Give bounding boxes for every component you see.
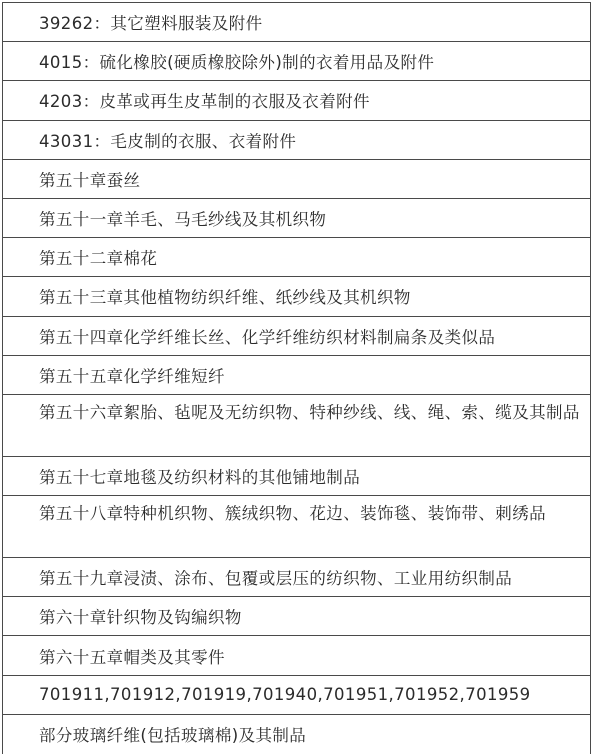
row-text: 43031：毛皮制的衣服、衣着附件 bbox=[39, 131, 297, 151]
row-text: 第六十章针织物及钩编织物 bbox=[39, 608, 242, 628]
table-row bbox=[3, 636, 590, 675]
table-row bbox=[3, 317, 590, 356]
table-row bbox=[3, 199, 590, 238]
row-text: 第五十五章化学纤维短纤 bbox=[39, 366, 225, 386]
row-text: 第五十章蚕丝 bbox=[39, 170, 141, 190]
table-row bbox=[3, 715, 590, 754]
table-row bbox=[3, 676, 590, 715]
row-text: 第五十八章特种机织物、簇绒织物、花边、装饰毯、装饰带、刺绣品 bbox=[39, 504, 546, 524]
table-row bbox=[3, 42, 590, 81]
table-row bbox=[3, 558, 590, 597]
row-text: 第五十一章羊毛、马毛纱线及其机织物 bbox=[39, 210, 327, 230]
row-text: 4203：皮革或再生皮革制的衣服及衣着附件 bbox=[39, 92, 370, 112]
row-text: 第五十四章化学纤维长丝、化学纤维纺织材料制扁条及类似品 bbox=[39, 327, 496, 347]
table-row bbox=[3, 457, 590, 496]
row-text: 第五十九章浸渍、涂布、包覆或层压的纺织物、工业用纺织制品 bbox=[39, 569, 513, 589]
row-text: 第六十五章帽类及其零件 bbox=[39, 647, 225, 667]
tariff-list-table bbox=[2, 2, 591, 754]
table-row bbox=[3, 81, 590, 120]
row-text: 第五十六章絮胎、毡呢及无纺织物、特种纱线、线、绳、索、缆及其制品 bbox=[39, 402, 580, 422]
table-row bbox=[3, 496, 590, 558]
table-row bbox=[3, 277, 590, 316]
row-text: 第五十三章其他植物纺织纤维、纸纱线及其机织物 bbox=[39, 288, 411, 308]
table-row bbox=[3, 121, 590, 160]
table-row bbox=[3, 597, 590, 636]
table-row bbox=[3, 160, 590, 199]
table-row bbox=[3, 356, 590, 395]
table-row bbox=[3, 238, 590, 277]
row-text: 4015：硫化橡胶(硬质橡胶除外)制的衣着用品及附件 bbox=[39, 53, 435, 73]
row-text: 部分玻璃纤维(包括玻璃棉)及其制品 bbox=[39, 726, 307, 746]
row-text: 39262：其它塑料服装及附件 bbox=[39, 14, 263, 34]
row-text: 701911,701912,701919,701940,701951,701952,701959 bbox=[39, 685, 531, 705]
table-row bbox=[3, 395, 590, 457]
row-text: 第五十二章棉花 bbox=[39, 249, 158, 269]
table-row bbox=[3, 3, 590, 42]
row-text: 第五十七章地毯及纺织材料的其他铺地制品 bbox=[39, 467, 361, 487]
